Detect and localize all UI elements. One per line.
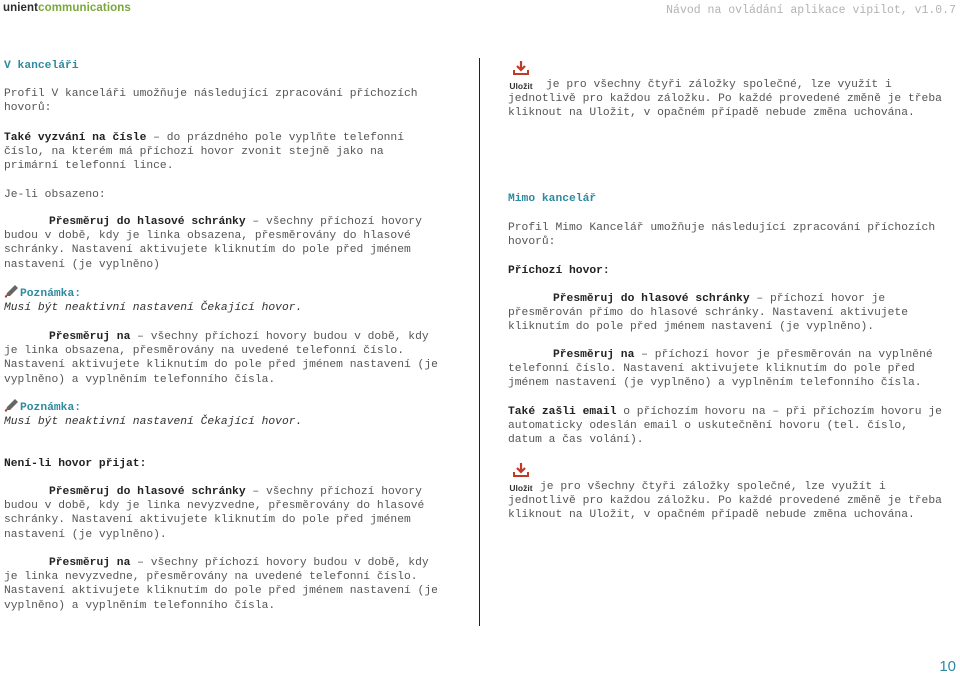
save-paragraph-2: je pro všechny čtyři záložky společné, lze využít i jednotlivě pro každou záložku. Po každé provedené změně je třeba kliknout na Uložit, v opačném případě nebude změna uchována. bbox=[508, 481, 942, 522]
busy-heading: Je-li obsazeno: bbox=[4, 189, 106, 201]
also-call-paragraph: Také vyzvání na čísle – do prázdného pole vyplňte telefonní číslo, na kterém má příchozí hovor zvonit stejně jako na primární telefonní lince. bbox=[4, 132, 404, 173]
email-paragraph: Také zašli email o příchozím hovoru na – při příchozím hovoru je automaticky odeslán email o uskutečnění hovoru (tel. číslo, datum a čas volání). bbox=[508, 406, 942, 447]
page-number: 10 bbox=[939, 657, 956, 675]
no-answer-forward-paragraph: Přesměruj na – všechny příchozí hovory budou v době, kdy je linka nevyzvedne, přesměrovány na uvedené telefonní číslo. Nastavení aktivujete kliknutím do pole před jménem nastavení (je vyplněno) a vyplněním telefonního čísla. bbox=[4, 557, 438, 612]
out-voicemail-paragraph: Přesměruj do hlasové schránky – příchozí hovor je přesměrován přímo do hlasové schránky. Nastavení aktivujete kliknutím do pole před jménem nastavení (je vyplněno). bbox=[508, 293, 908, 334]
save-button-illustration: Uložit bbox=[507, 60, 535, 91]
document-title: Návod na ovládání aplikace vipilot, v1.0.7 bbox=[666, 4, 956, 17]
no-answer-heading: Není-li hovor přijat: bbox=[4, 458, 147, 470]
note-box: Poznámka: Musí být neaktivní nastavení Čekající hovor. bbox=[4, 284, 302, 315]
section-title-out-of-office: Mimo kancelář bbox=[508, 193, 597, 205]
download-icon bbox=[512, 60, 530, 76]
out-intro-paragraph: Profil Mimo Kancelář umožňuje následující zpracování příchozích hovorů: bbox=[508, 222, 936, 249]
download-icon bbox=[512, 462, 530, 478]
out-forward-paragraph: Přesměruj na – příchozí hovor je přesměrován na vyplněné telefonní číslo. Nastavení aktivujete kliknutím do pole před jménem nastavení (je vyplněno) a vyplněním telefonního čísla. bbox=[508, 349, 933, 390]
intro-paragraph: Profil V kanceláři umožňuje následující zpracování příchozích hovorů: bbox=[4, 88, 418, 115]
pencil-icon bbox=[4, 284, 20, 298]
busy-forward-paragraph: Přesměruj na – všechny příchozí hovory budou v době, kdy je linka obsazena, přesměrovány na uvedené telefonní číslo. Nastavení aktivujete kliknutím do pole před jménem nastavení (je vyplněno) a vyplněním telefonního čísla. bbox=[4, 331, 438, 386]
note-box-2: Poznámka: Musí být neaktivní nastavení Čekající hovor. bbox=[4, 398, 302, 429]
column-divider bbox=[479, 58, 480, 626]
company-logo: unientcommunications bbox=[3, 2, 131, 14]
save-paragraph: je pro všechny čtyři záložky společné, lze využít i jednotlivě pro každou záložku. Po každé provedené změně je třeba kliknout na Uložit, v opačném případě nebude změna uchována. bbox=[508, 79, 942, 120]
pencil-icon bbox=[4, 398, 20, 412]
section-title-in-office: V kanceláři bbox=[4, 60, 79, 72]
busy-voicemail-paragraph: Přesměruj do hlasové schránky – všechny příchozí hovory budou v době, kdy je linka obsazena, přesměrovány do hlasové schránky. Nastavení aktivujete kliknutím do pole před jménem nastavení (je vyplněno) bbox=[4, 216, 422, 271]
no-answer-voicemail-paragraph: Přesměruj do hlasové schránky – všechny příchozí hovory budou v době, kdy je linka nevyzvedne, přesměrovány do hlasové schránky. Nastavení aktivujete kliknutím do pole před jménem nastavení (je vyplněno). bbox=[4, 486, 425, 541]
incoming-heading: Příchozí hovor: bbox=[508, 265, 610, 277]
save-button-illustration-2: Uložit bbox=[507, 462, 535, 493]
